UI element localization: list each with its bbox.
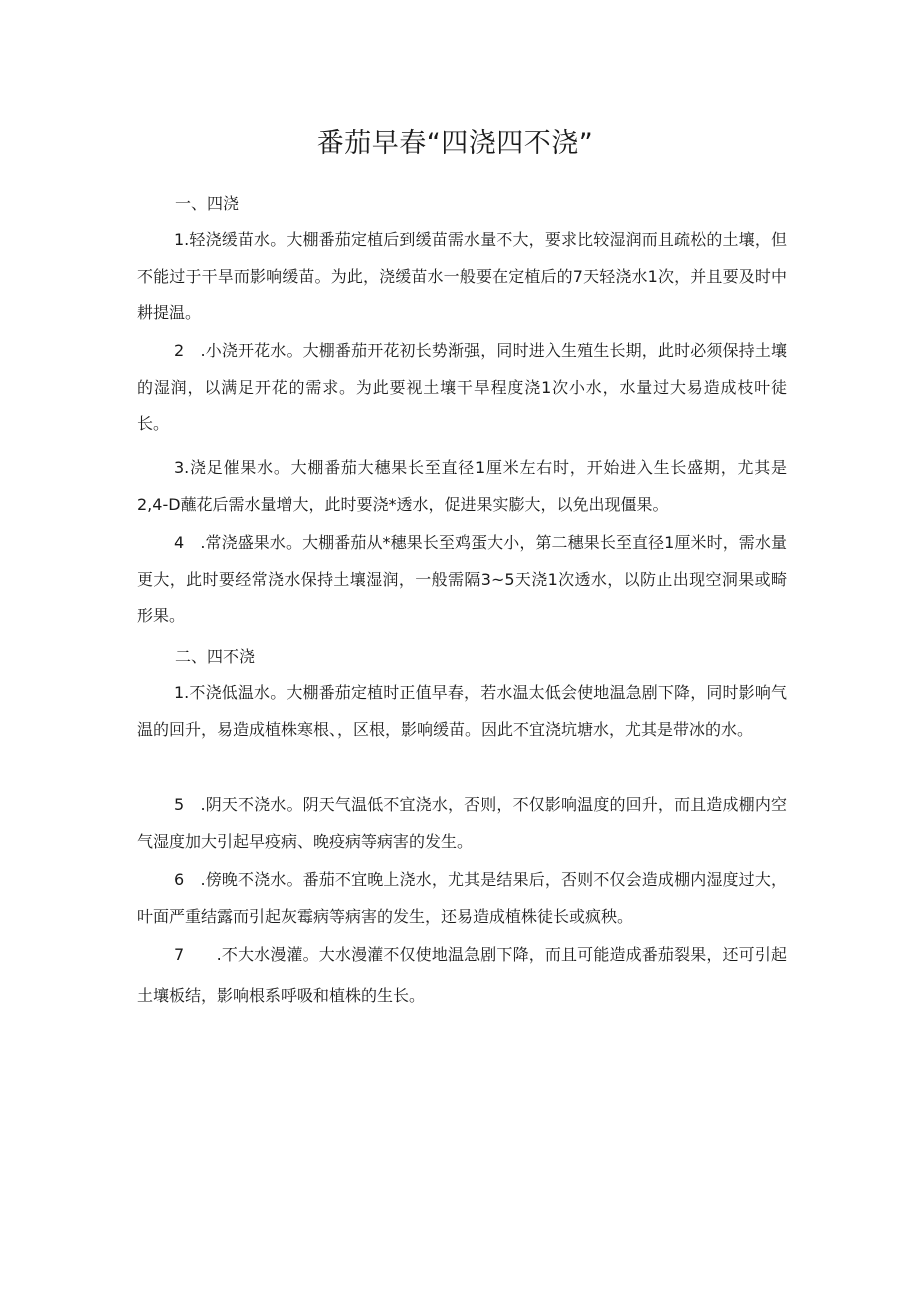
paragraph-item-1: 1.轻浇缓苗水。大棚番茄定植后到缓苗需水量不大，要求比较湿润而且疏松的土壤，但不能过于干旱而影响缓苗。为此，浇缓苗水一般要在定植后的7天轻浇水1次，并且要及时中耕提温。: [137, 230, 787, 322]
paragraph-item-4: 4 .常浇盛果水。大棚番茄从*穗果长至鸡蛋大小，第二穗果长至直径1厘米时，需水量更大，此时要经常浇水保持土壤湿润，一般需隔3~5天浇1次透水，以防止出现空洞果或畸形果。: [137, 533, 787, 625]
paragraph-item-2: 2 .小浇开花水。大棚番茄开花初长势渐强，同时进入生殖生长期，此时必须保持土壤的湿润，以满足开花的需求。为此要视土壤干旱程度浇1次小水，水量过大易造成枝叶徒长。: [137, 341, 787, 433]
section-heading-four-watering: 一、四浇: [175, 194, 240, 213]
paragraph-item-8: 7 .不大水漫灌。大水漫灌不仅使地温急剧下降，而且可能造成番茄裂果，还可引起土壤板结，影响根系呼吸和植株的生长。: [137, 945, 787, 1005]
document-title: 番茄早春“四浇四不浇”: [316, 128, 594, 159]
paragraph-item-3: 3.浇足催果水。大棚番茄大穗果长至直径1厘米左右时，开始进入生长盛期，尤其是2,4-D蘸花后需水量增大，此时要浇*透水，促进果实膨大，以免出现僵果。: [137, 458, 787, 514]
paragraph-item-7: 6 .傍晚不浇水。番茄不宜晚上浇水，尤其是结果后，否则不仅会造成棚内湿度过大，叶面严重结露而引起灰霉病等病害的发生，还易造成植株徒长或疯秧。: [137, 870, 787, 926]
paragraph-item-6: 5 .阴天不浇水。阴天气温低不宜浇水，否则，不仅影响温度的回升，而且造成棚内空气湿度加大引起早疫病、晚疫病等病害的发生。: [137, 795, 787, 851]
paragraph-item-5: 1.不浇低温水。大棚番茄定植时正值早春，若水温太低会使地温急剧下降，同时影响气温的回升，易造成植株寒根、，区根，影响缓苗。因此不宜浇坑塘水，尤其是带冰的水。: [137, 683, 787, 739]
section-heading-four-no-watering: 二、四不浇: [175, 647, 256, 666]
